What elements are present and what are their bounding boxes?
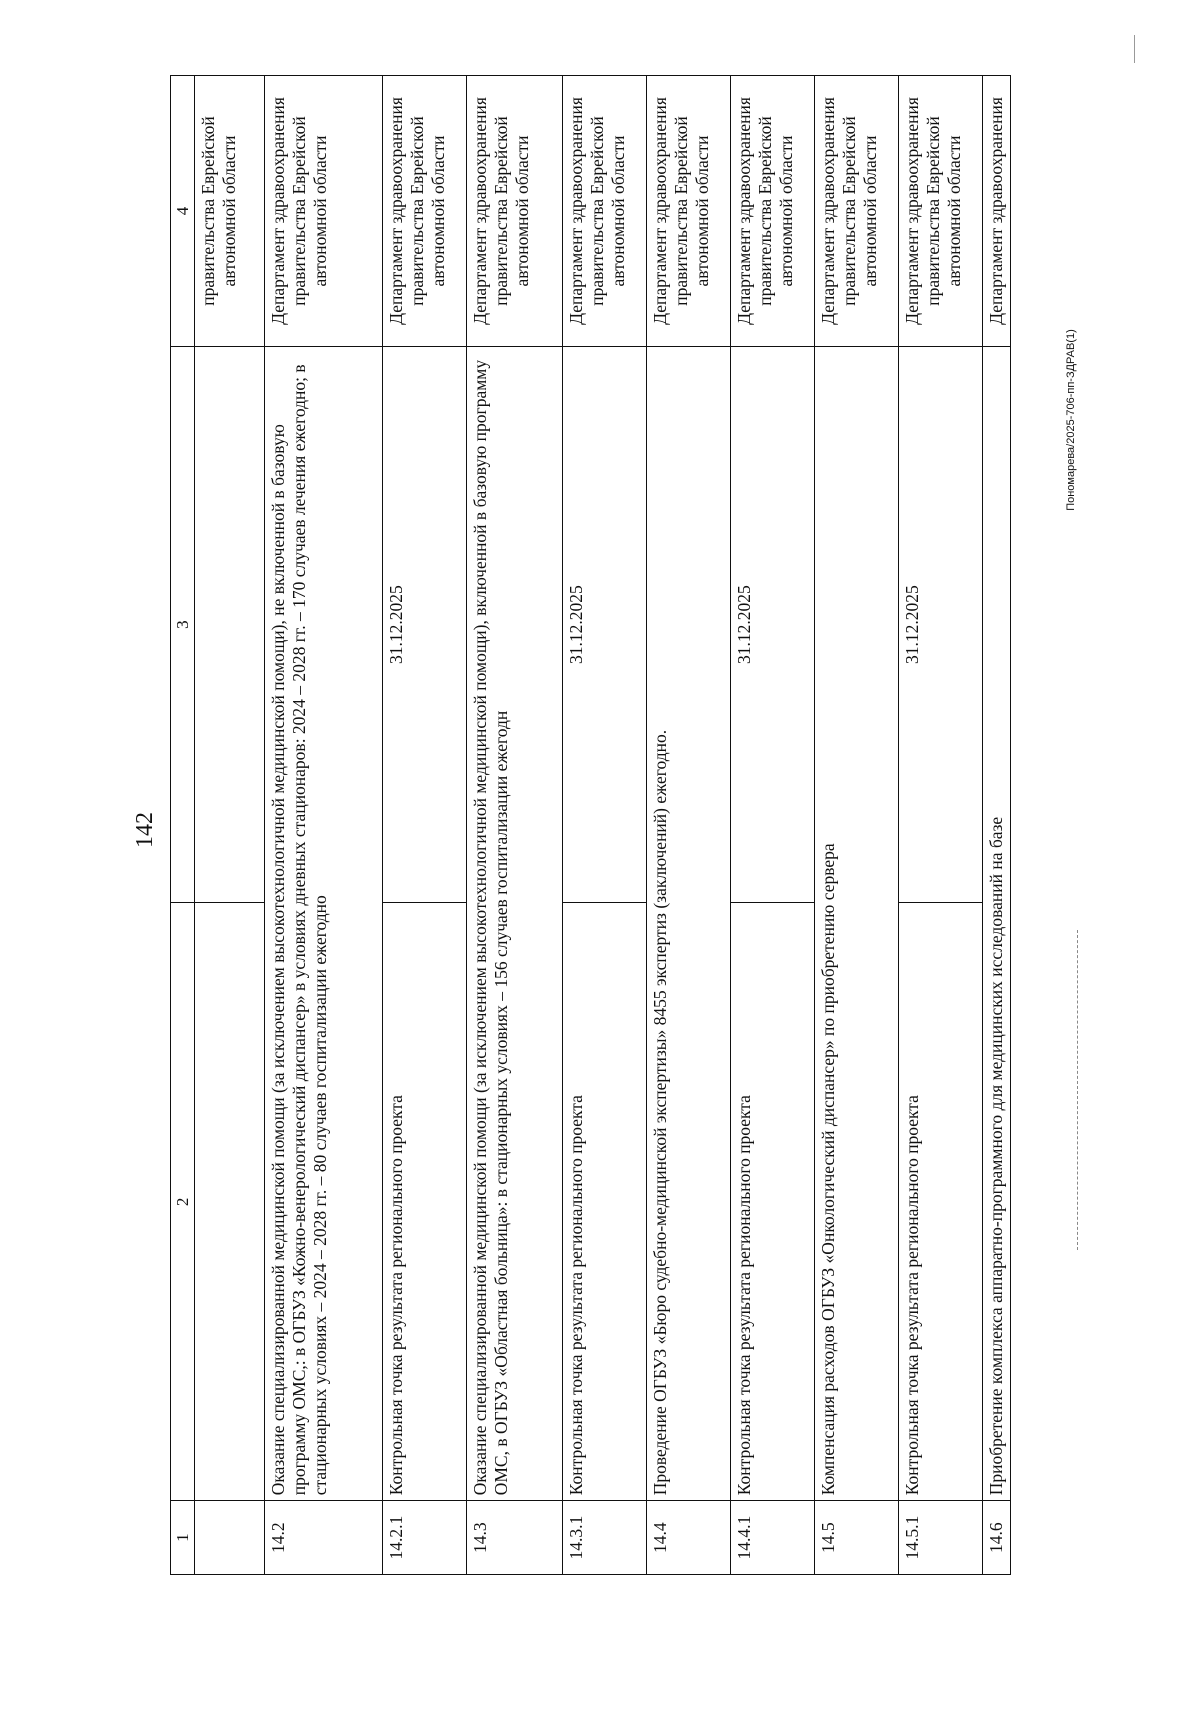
page-number: 142 bbox=[132, 812, 158, 848]
margin-divider bbox=[1077, 930, 1079, 1250]
row-description: Контрольная точка результата регионального проекта bbox=[731, 903, 815, 1501]
row-responsible: Департамент здравоохранения правительства Еврейской автономной области bbox=[563, 76, 647, 347]
table-row bbox=[899, 76, 983, 1575]
row-responsible: Департамент здравоохранения правительства Еврейской автономной области bbox=[265, 76, 383, 347]
row-description: Проведение ОГБУЗ «Бюро судебно-медицинской экспертизы» 8455 экспертиз (заключений) ежегодно. bbox=[647, 346, 731, 1500]
row-number: 14.5.1 bbox=[899, 1501, 983, 1575]
row-description: Оказание специализированной медицинской помощи (за исключением высокотехнологичной медицинской помощи), не включенной в базовую программу ОМС,: в ОГБУЗ «Кожно-венерологический диспансер» в условиях дневных стационаров: 2024 – 2028 гг. – 170 случаев лечения ежегодно; в стационарных условиях – 2024 – 2028 гг. – 80 случаев госпитализации ежегодно bbox=[265, 346, 383, 1500]
row-description: Оказание специализированной медицинской помощи (за исключением высокотехнологичной медицинской помощи), включенной в базовую программу ОМС, в ОГБУЗ «Областная больница»: в стационарных условиях – 156 случаев госпитализации ежегодн bbox=[467, 346, 563, 1500]
header-col-3: 3 bbox=[171, 346, 195, 902]
row-description: Компенсация расходов ОГБУЗ «Онкологический диспансер» по приобретению сервера bbox=[815, 346, 899, 1500]
table-row bbox=[195, 76, 265, 1575]
row-number: 14.2 bbox=[265, 1501, 383, 1575]
row-date: 31.12.2025 bbox=[383, 346, 467, 902]
row-description bbox=[195, 903, 265, 1501]
row-number: 14.4.1 bbox=[731, 1501, 815, 1575]
row-responsible: Департамент здравоохранения правительства Еврейской автономной области bbox=[467, 76, 563, 347]
table-row bbox=[815, 76, 899, 1575]
table-row bbox=[467, 76, 563, 1575]
row-date: 31.12.2025 bbox=[731, 346, 815, 902]
document-code: Пономарева/2025-706-пп-ЗДРАВ(1) bbox=[1065, 329, 1077, 511]
row-number: 14.4 bbox=[647, 1501, 731, 1575]
header-col-1: 1 bbox=[171, 1501, 195, 1575]
row-number: 14.3 bbox=[467, 1501, 563, 1575]
row-description: Контрольная точка результата регионального проекта bbox=[563, 903, 647, 1501]
table-row bbox=[265, 76, 383, 1575]
row-date bbox=[195, 346, 265, 902]
table-row bbox=[731, 76, 815, 1575]
row-number: 14.3.1 bbox=[563, 1501, 647, 1575]
row-number: 14.6 bbox=[983, 1501, 1011, 1575]
row-description: Контрольная точка результата регионального проекта bbox=[899, 903, 983, 1501]
edge-mark bbox=[1134, 35, 1135, 63]
table-row bbox=[983, 76, 1011, 1575]
row-description: Приобретение комплекса аппаратно-программного для медицинских исследований на базе bbox=[983, 346, 1011, 1500]
row-responsible: Департамент здравоохранения правительства Еврейской автономной области bbox=[647, 76, 731, 347]
row-responsible: Департамент здравоохранения правительства Еврейской автономной области bbox=[815, 76, 899, 347]
plan-table bbox=[170, 75, 1011, 1575]
row-responsible: Департамент здравоохранения правительства Еврейской автономной области bbox=[731, 76, 815, 347]
plan-table-wrapper bbox=[170, 75, 1050, 1575]
row-responsible: Департамент здравоохранения правительства Еврейской автономной области bbox=[899, 76, 983, 347]
row-number bbox=[195, 1501, 265, 1575]
table-row bbox=[647, 76, 731, 1575]
row-responsible: Департамент здравоохранения bbox=[983, 76, 1011, 347]
row-date: 31.12.2025 bbox=[563, 346, 647, 902]
table-row bbox=[383, 76, 467, 1575]
header-row bbox=[171, 76, 195, 1575]
row-date: 31.12.2025 bbox=[899, 346, 983, 902]
row-description: Контрольная точка результата регионального проекта bbox=[383, 903, 467, 1501]
row-responsible: правительства Еврейской автономной области bbox=[195, 76, 265, 347]
header-col-4: 4 bbox=[171, 76, 195, 347]
row-number: 14.2.1 bbox=[383, 1501, 467, 1575]
table-row bbox=[563, 76, 647, 1575]
header-col-2: 2 bbox=[171, 903, 195, 1501]
row-responsible: Департамент здравоохранения правительства Еврейской автономной области bbox=[383, 76, 467, 347]
row-number: 14.5 bbox=[815, 1501, 899, 1575]
